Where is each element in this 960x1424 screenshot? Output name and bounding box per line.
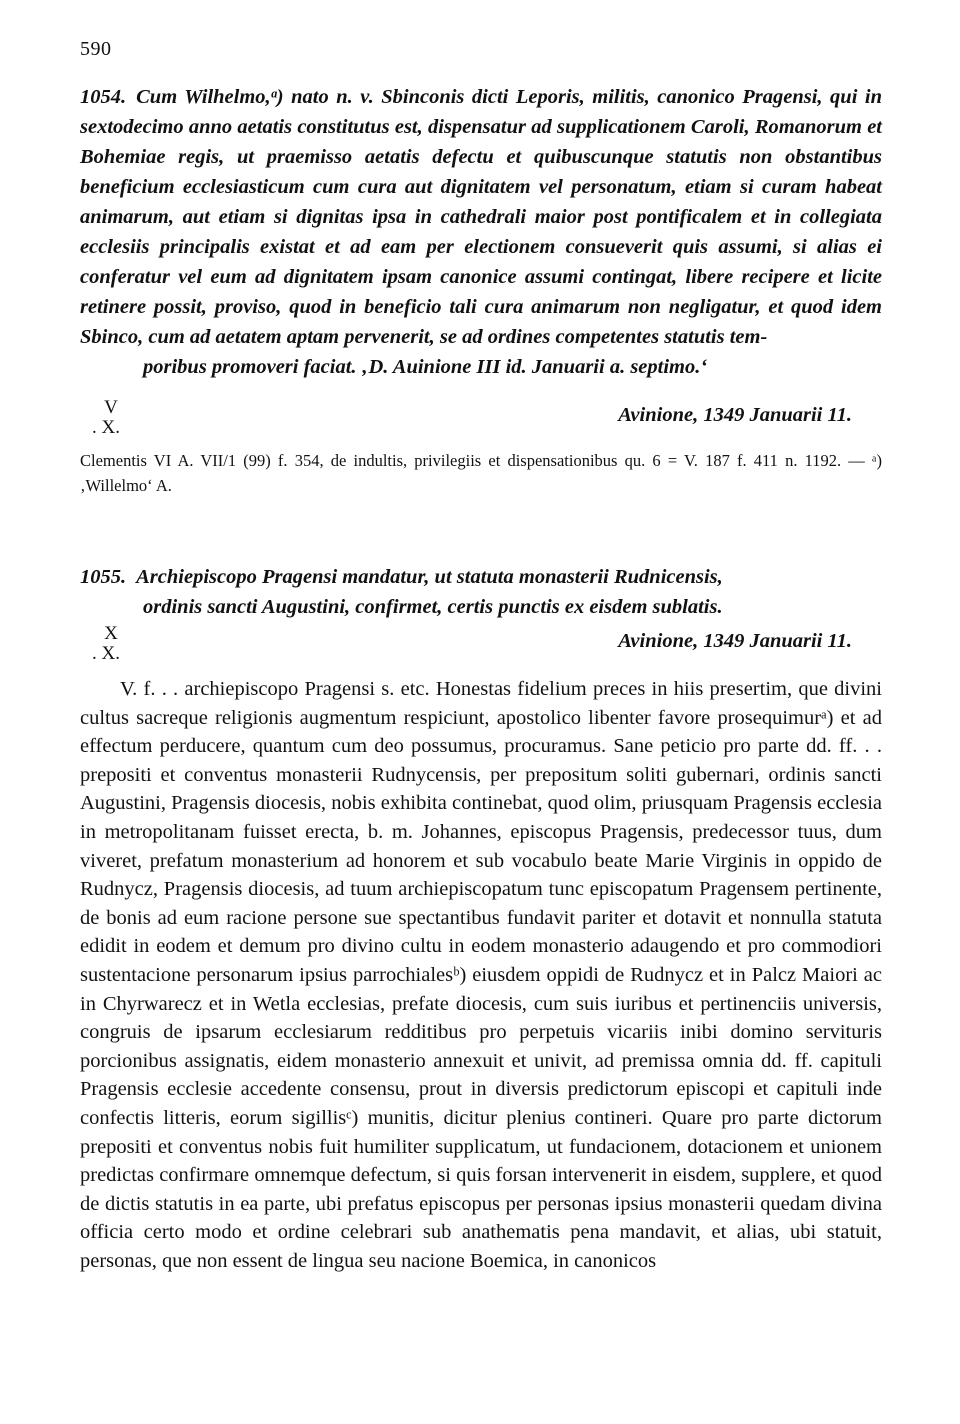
entry-1055-date: Avinione, 1349 Januarii 11.: [618, 630, 852, 652]
marker-bottom: . X.: [92, 643, 120, 664]
marker-bottom: . X.: [92, 417, 120, 438]
entry-1054-marker: [92, 397, 120, 438]
page-number: 590: [80, 38, 112, 60]
entry-1054-regest: [80, 82, 882, 382]
regest-text: Cum Wilhelmo,ᵃ) nato n. v. Sbinconis dicti Leporis, militis, canonico Pragensi, qui in sextodecimo anno aetatis constitutus est, dispensatur ad supplicationem Caroli, Romanorum et Bohemiae regis, ut praemisso aetatis defectu et quibuscunque statutis non obstantibus beneficium ecclesiasticum cum cura aut dignitatem vel personatum, etiam si curam habeat animarum, aut etiam si dignitas ipsa in cathedrali maior post pontificalem et in collegiata ecclesiis principalis existat et ad eam per electionem consueverit quis assumi, si alias ei conferatur vel eum ad dignitatem ipsam canonice assumi contingat, libere recipere et licite retinere possit, proviso, quod in beneficio tali cura animarum non negligatur, et quod idem Sbinco, cum ad aetatem aptam pervenerit, se ad ordines competentes statutis tem-: [80, 86, 882, 348]
entry-1055-marker: [92, 623, 120, 664]
regest-title-line-1: Archiepiscopo Pragensi mandatur, ut statuta monasterii Rudnicensis,: [136, 566, 723, 588]
marker-top: X: [104, 623, 118, 644]
entry-1054-source-note: Clementis VI A. VII/1 (99) f. 354, de indultis, privilegiis et dispensationibus qu. 6 = V. 187 f. 411 n. 1192. — ᵃ) ‚Willelmo‘ A.: [80, 451, 882, 495]
entry-1055-regest: [80, 562, 882, 622]
marker-top: V: [104, 397, 118, 418]
entry-1054-date: Avinione, 1349 Januarii 11.: [618, 404, 852, 426]
regest-title-line-2: ordinis sancti Augustini, confirmet, certis punctis ex eisdem sublatis.: [143, 596, 723, 618]
entry-number: 1054.: [80, 86, 127, 108]
entry-number: 1055.: [80, 566, 127, 588]
entry-1055-body-text: V. f. . . archiepiscopo Pragensi s. etc. Honestas fidelium preces in hiis presertim, que divini cultus sacreque religionis augmentum respiciunt, apostolico libenter favore prosequimurᵃ) et ad effectum perducere, quantum cum deo possumus, procuramus. Sane peticio pro parte dd. ff. . . prepositi et conventus monasterii Rudnycensis, per prepositum soliti gubernari, ordinis sancti Augustini, Pragensis diocesis, nobis exhibita continebat, quod olim, priusquam Pragensis ecclesia in metropolitanam fuisset erecta, b. m. Johannes, episcopus Pragensis, predecessor tuus, dum viveret, prefatum monasterium ad honorem et sub vocabulo beate Marie Virginis in oppido de Rudnycz, Pragensis diocesis, ad tuum archiepiscopatum tunc episcopatum Pragensem pertinente, de bonis ad eum racione persone sue spectantibus fundavit pariter et dotavit et nonnulla statuta edidit in eodem et demum pro divino cultu in eodem monasterio adaugendo et pro commodiori sustentacione personarum ipsius parrochialesᵇ) eiusdem oppidi de Rudnycz et in Palcz Maiori ac in Chyrwarecz et in Wetla ecclesias, prefate diocesis, cum suis iuribus et pertinenciis universis, congruis de ipsarum ecclesiarum redditibus pro perpetuis vicariis inibi domino servituris porcionibus assignatis, eidem monasterio annexuit et univit, ad premissa omnia dd. ff. capituli Pragensis ecclesie accedente consensu, prout in diversis predictorum episcopi et capituli inde confectis litteris, eorum sigillisᶜ) munitis, dicitur plenius contineri. Quare pro parte dictorum prepositi et conventus nobis fuit humiliter supplicatum, ut fundacionem, dotacionem et unionem predictas confirmare omnemque defectum, si quis forsan intervenerit in eisdem, supplere, et quod de dictis statutis in ea parte, ubi prefatus episcopus per personas ipsius monasterii quedam divina officia certo modo et ordine celebrari sub anathematis pena mandavit, et alias, ubi statuit, personas, que non essent de lingua seu nacione Boemica, in canonicos: [80, 678, 882, 1272]
regest-last-line: poribus promoveri faciat. ‚D. Auinione III id. Januarii a. septimo.‘: [143, 356, 708, 378]
